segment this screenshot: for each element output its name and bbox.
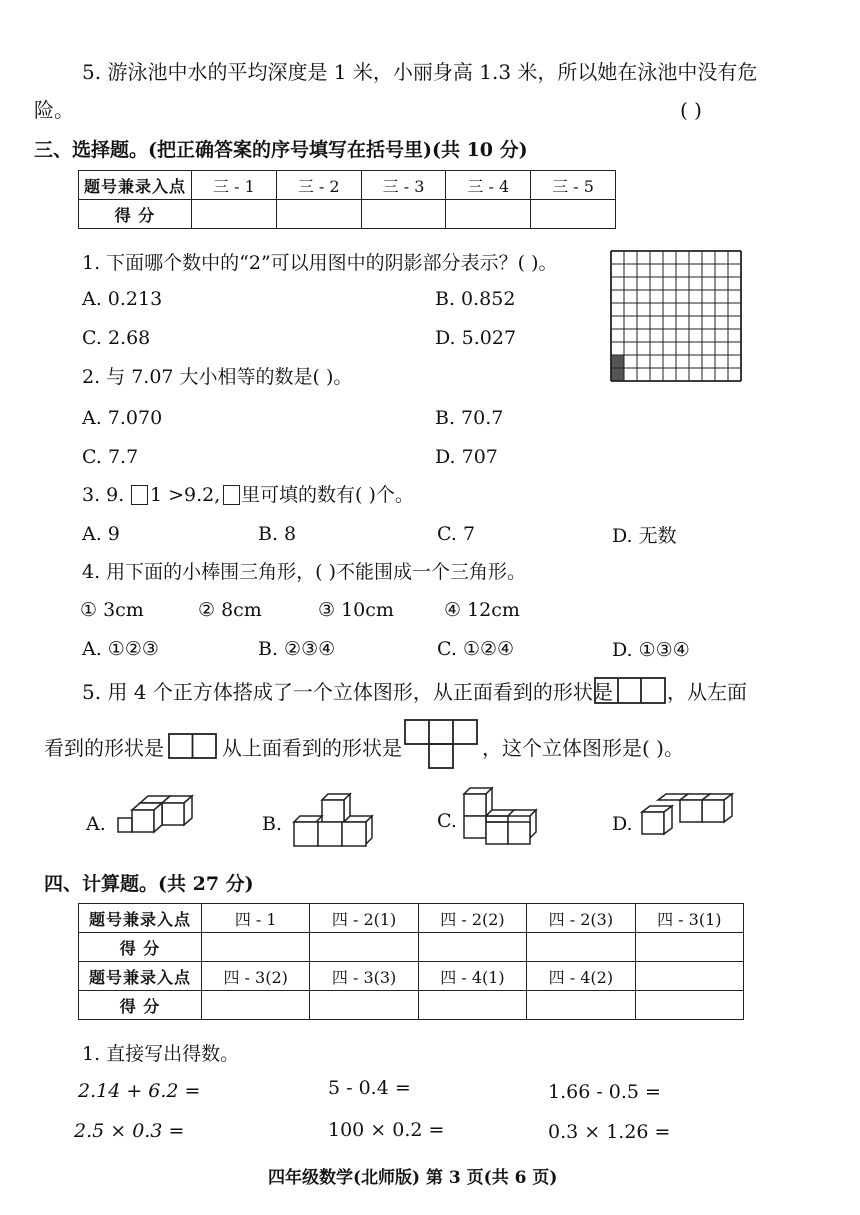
score-cell[interactable]: [276, 200, 361, 229]
score-col-header: 四 - 2(2): [418, 904, 526, 933]
score-col-header: 三 - 5: [531, 171, 616, 200]
score-col-header: 四 - 2(1): [310, 904, 418, 933]
score-col-header: 三 - 4: [446, 171, 531, 200]
s3-q5-option-c: C.: [437, 810, 457, 832]
s3-q4-stick-2: ② 8cm: [198, 599, 262, 621]
score-row-label: 得 分: [79, 200, 192, 229]
section3-title: 三、选择题。(把正确答案的序号填写在括号里)(共 10 分): [34, 139, 528, 161]
s3-q4-stick-1: ① 3cm: [80, 599, 144, 621]
s3-q5-line1a: 5. 用 4 个正方体搭成了一个立体图形，从正面看到的形状是: [82, 680, 613, 704]
score-cell[interactable]: [202, 933, 310, 962]
option-d-cube-figure: [638, 792, 744, 842]
s3-q5-line1b: ，从左面: [667, 680, 747, 704]
hundred-grid-figure: [610, 250, 742, 386]
q5-tf-line2: 险。: [34, 98, 74, 122]
s3-q2-option-c: C. 7.7: [82, 446, 139, 468]
s3-q3-option-c: C. 7: [437, 523, 476, 545]
score-row-label: 得 分: [79, 933, 202, 962]
score-col-header: 四 - 3(2): [202, 962, 310, 991]
s4-q1-stem: 1. 直接写出得数。: [82, 1043, 240, 1065]
s3-q5-option-b: B.: [262, 813, 283, 835]
s3-q1-option-d: D. 5.027: [435, 327, 517, 349]
score-cell[interactable]: [635, 991, 743, 1020]
s3-q2-stem: 2. 与 7.07 大小相等的数是( )。: [82, 366, 353, 388]
s3-q5-option-d: D.: [612, 813, 633, 835]
score-cell[interactable]: [310, 933, 418, 962]
s3-q1-option-c: C. 2.68: [82, 327, 151, 349]
s3-q3-stem-part1: 3. 9.: [82, 484, 125, 506]
score-header-label: 题号兼录入点: [79, 904, 202, 933]
left-view-shape-icon: [168, 733, 217, 759]
score-col-header: 四 - 3(3): [310, 962, 418, 991]
s3-q3-option-b: B. 8: [258, 523, 297, 545]
calc-expr: 100 × 0.2 =: [328, 1119, 445, 1141]
s3-q1-stem: 1. 下面哪个数中的“2”可以用图中的阴影部分表示？( )。: [82, 252, 558, 274]
score-col-header: 三 - 3: [361, 171, 446, 200]
calc-expr: 0.3 × 1.26 =: [548, 1121, 671, 1143]
grid-shaded-cell: [611, 368, 624, 381]
section3-score-table: [78, 170, 616, 229]
s3-q2-option-d: D. 707: [435, 446, 498, 468]
s3-q4-stem: 4. 用下面的小棒围三角形，( )不能围成一个三角形。: [82, 561, 527, 583]
grid-shaded-cell: [611, 355, 624, 368]
calc-expr: 5 - 0.4 =: [328, 1077, 411, 1099]
score-col-header: 三 - 1: [192, 171, 277, 200]
top-view-shape-icon: [404, 719, 478, 769]
s3-q1-option-a: A. 0.213: [82, 288, 163, 310]
s3-q5-line2c: ，这个立体图形是( )。: [482, 736, 684, 760]
score-col-header: 三 - 2: [276, 171, 361, 200]
s3-q4-stick-3: ③ 10cm: [318, 599, 394, 621]
s3-q4-option-d: D. ①③④: [612, 639, 690, 661]
score-col-header: 四 - 4(1): [418, 962, 526, 991]
calc-expr: 2.5 × 0.3 =: [74, 1120, 185, 1142]
blank-box-icon: [131, 485, 148, 505]
score-col-header: 四 - 1: [202, 904, 310, 933]
option-c-cube-figure: [460, 784, 552, 854]
calc-expr: 1.66 - 0.5 =: [548, 1081, 661, 1103]
score-col-header: [635, 962, 743, 991]
score-header-label: 题号兼录入点: [79, 171, 192, 200]
s3-q3-option-d: D. 无数: [612, 525, 677, 547]
score-cell[interactable]: [418, 991, 526, 1020]
score-col-header: 四 - 2(3): [527, 904, 635, 933]
score-cell[interactable]: [635, 933, 743, 962]
page-footer: 四年级数学(北师版) 第 3 页(共 6 页): [268, 1168, 558, 1188]
s3-q5-line2b: 从上面看到的形状是: [222, 736, 402, 760]
score-header-label: 题号兼录入点: [79, 962, 202, 991]
score-cell[interactable]: [192, 200, 277, 229]
option-a-cube-figure: [112, 788, 198, 836]
q5-tf-line1: 5. 游泳池中水的平均深度是 1 米，小丽身高 1.3 米，所以她在泳池中没有危: [82, 60, 758, 84]
s3-q3-stem-part3: 里可填的数有( )个。: [241, 484, 414, 506]
score-cell[interactable]: [418, 933, 526, 962]
calc-expr: 2.14 + 6.2 =: [78, 1080, 201, 1102]
s3-q5-line2a: 看到的形状是: [44, 736, 164, 760]
s3-q4-option-a: A. ①②③: [82, 638, 159, 660]
q5-tf-answer-paren[interactable]: ( ): [680, 98, 702, 122]
score-col-header: 四 - 3(1): [635, 904, 743, 933]
score-row-label: 得 分: [79, 991, 202, 1020]
score-cell[interactable]: [531, 200, 616, 229]
score-cell[interactable]: [202, 991, 310, 1020]
s3-q5-option-a: A.: [86, 813, 106, 835]
s3-q2-option-a: A. 7.070: [82, 407, 163, 429]
score-col-header: 四 - 4(2): [527, 962, 635, 991]
s3-q2-option-b: B. 70.7: [435, 407, 504, 429]
score-cell[interactable]: [527, 933, 635, 962]
option-b-cube-figure: [290, 790, 386, 856]
section4-score-table: [78, 903, 744, 1020]
s3-q3-option-a: A. 9: [82, 523, 120, 545]
s3-q1-option-b: B. 0.852: [435, 288, 516, 310]
s3-q4-option-c: C. ①②④: [437, 638, 515, 660]
score-cell[interactable]: [527, 991, 635, 1020]
blank-box-icon: [223, 485, 240, 505]
score-cell[interactable]: [310, 991, 418, 1020]
score-cell[interactable]: [361, 200, 446, 229]
s3-q4-stick-4: ④ 12cm: [444, 599, 520, 621]
score-cell[interactable]: [446, 200, 531, 229]
front-view-shape-icon: [594, 677, 666, 704]
section4-title: 四、计算题。(共 27 分): [44, 873, 254, 895]
s3-q3-stem-part2: 1 >9.2,: [150, 484, 221, 506]
s3-q4-option-b: B. ②③④: [258, 638, 336, 660]
